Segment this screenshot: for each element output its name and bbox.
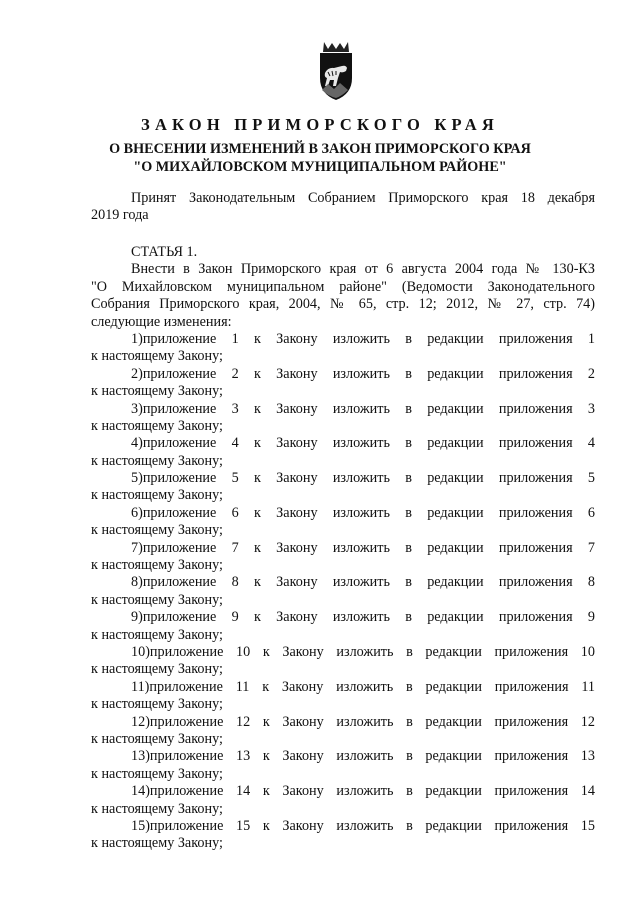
item-line: 14)приложение 14 к Закону изложить в редакции приложения 14 [131, 783, 595, 800]
item-line: к настоящему Закону; [91, 383, 223, 400]
article-body [91, 244, 595, 853]
item-line: к настоящему Закону; [91, 661, 223, 678]
article-heading: СТАТЬЯ 1. [131, 244, 198, 260]
adoption-paragraph [91, 190, 595, 225]
item-line: 6)приложение 6 к Закону изложить в редакции приложения 6 [131, 504, 595, 521]
item-line: к настоящему Закону; [91, 591, 223, 608]
item-line: к настоящему Закону; [91, 522, 223, 539]
item-line: к настоящему Закону; [91, 348, 223, 365]
item-line: к настоящему Закону; [91, 835, 223, 852]
item-line: 13)приложение 13 к Закону изложить в редакции приложения 13 [131, 748, 595, 765]
list-item [91, 366, 595, 401]
item-line: 11)приложение 11 к Закону изложить в редакции приложения 11 [131, 678, 595, 695]
item-line: 2)приложение 2 к Закону изложить в редакции приложения 2 [131, 365, 595, 382]
item-line: 15)приложение 15 к Закону изложить в редакции приложения 15 [131, 817, 595, 834]
list-item [91, 401, 595, 436]
list-item [91, 470, 595, 505]
list-item [91, 679, 595, 714]
item-line: 7)приложение 7 к Закону изложить в редакции приложения 7 [131, 539, 595, 556]
item-line: 4)приложение 4 к Закону изложить в редакции приложения 4 [131, 435, 595, 452]
adoption-line: Принят Законодательным Собранием Приморского края 18 декабря [131, 190, 595, 206]
item-line: 1)приложение 1 к Закону изложить в редакции приложения 1 [131, 330, 595, 347]
list-item [91, 505, 595, 540]
list-item [91, 574, 595, 609]
item-line: 10)приложение 10 к Закону изложить в редакции приложения 10 [131, 643, 595, 660]
list-item [91, 435, 595, 470]
item-line: к настоящему Закону; [91, 730, 223, 747]
item-line: 12)приложение 12 к Закону изложить в редакции приложения 12 [131, 713, 595, 730]
coat-of-arms-icon [312, 40, 360, 102]
list-item [91, 644, 595, 679]
item-line: к настоящему Закону; [91, 487, 223, 504]
item-line: 5)приложение 5 к Закону изложить в редакции приложения 5 [131, 470, 595, 487]
item-line: к настоящему Закону; [91, 626, 223, 643]
intro-line: Внести в Закон Приморского края от 6 августа 2004 года № 130-КЗ [131, 261, 595, 278]
item-line: к настоящему Закону; [91, 452, 223, 469]
item-line: к настоящему Закону; [91, 765, 223, 782]
intro-line: следующие изменения: [91, 313, 232, 330]
list-item [91, 714, 595, 749]
intro-line: Собрания Приморского края, 2004, № 65, стр. 12; 2012, № 27, стр. 74) [91, 296, 595, 313]
item-line: 8)приложение 8 к Закону изложить в редакции приложения 8 [131, 574, 595, 591]
intro-line: "О Михайловском муниципальном районе" (Ведомости Законодательного [91, 278, 595, 295]
list-item [91, 818, 595, 853]
list-item [91, 748, 595, 783]
list-item [91, 331, 595, 366]
item-line: 3)приложение 3 к Закону изложить в редакции приложения 3 [131, 400, 595, 417]
item-line: к настоящему Закону; [91, 557, 223, 574]
item-line: к настоящему Закону; [91, 696, 223, 713]
law-title: ЗАКОН ПРИМОРСКОГО КРАЯ [141, 115, 499, 134]
list-item [91, 540, 595, 575]
adoption-line: 2019 года [91, 207, 149, 224]
law-subtitle [0, 141, 640, 176]
list-item [91, 783, 595, 818]
item-line: 9)приложение 9 к Закону изложить в редакции приложения 9 [131, 609, 595, 626]
item-line: к настоящему Закону; [91, 417, 223, 434]
subtitle-line: О ВНЕСЕНИИ ИЗМЕНЕНИЙ В ЗАКОН ПРИМОРСКОГО КРАЯ [109, 141, 531, 157]
list-item [91, 609, 595, 644]
item-line: к настоящему Закону; [91, 800, 223, 817]
subtitle-line: "О МИХАЙЛОВСКОМ МУНИЦИПАЛЬНОМ РАЙОНЕ" [133, 158, 507, 175]
